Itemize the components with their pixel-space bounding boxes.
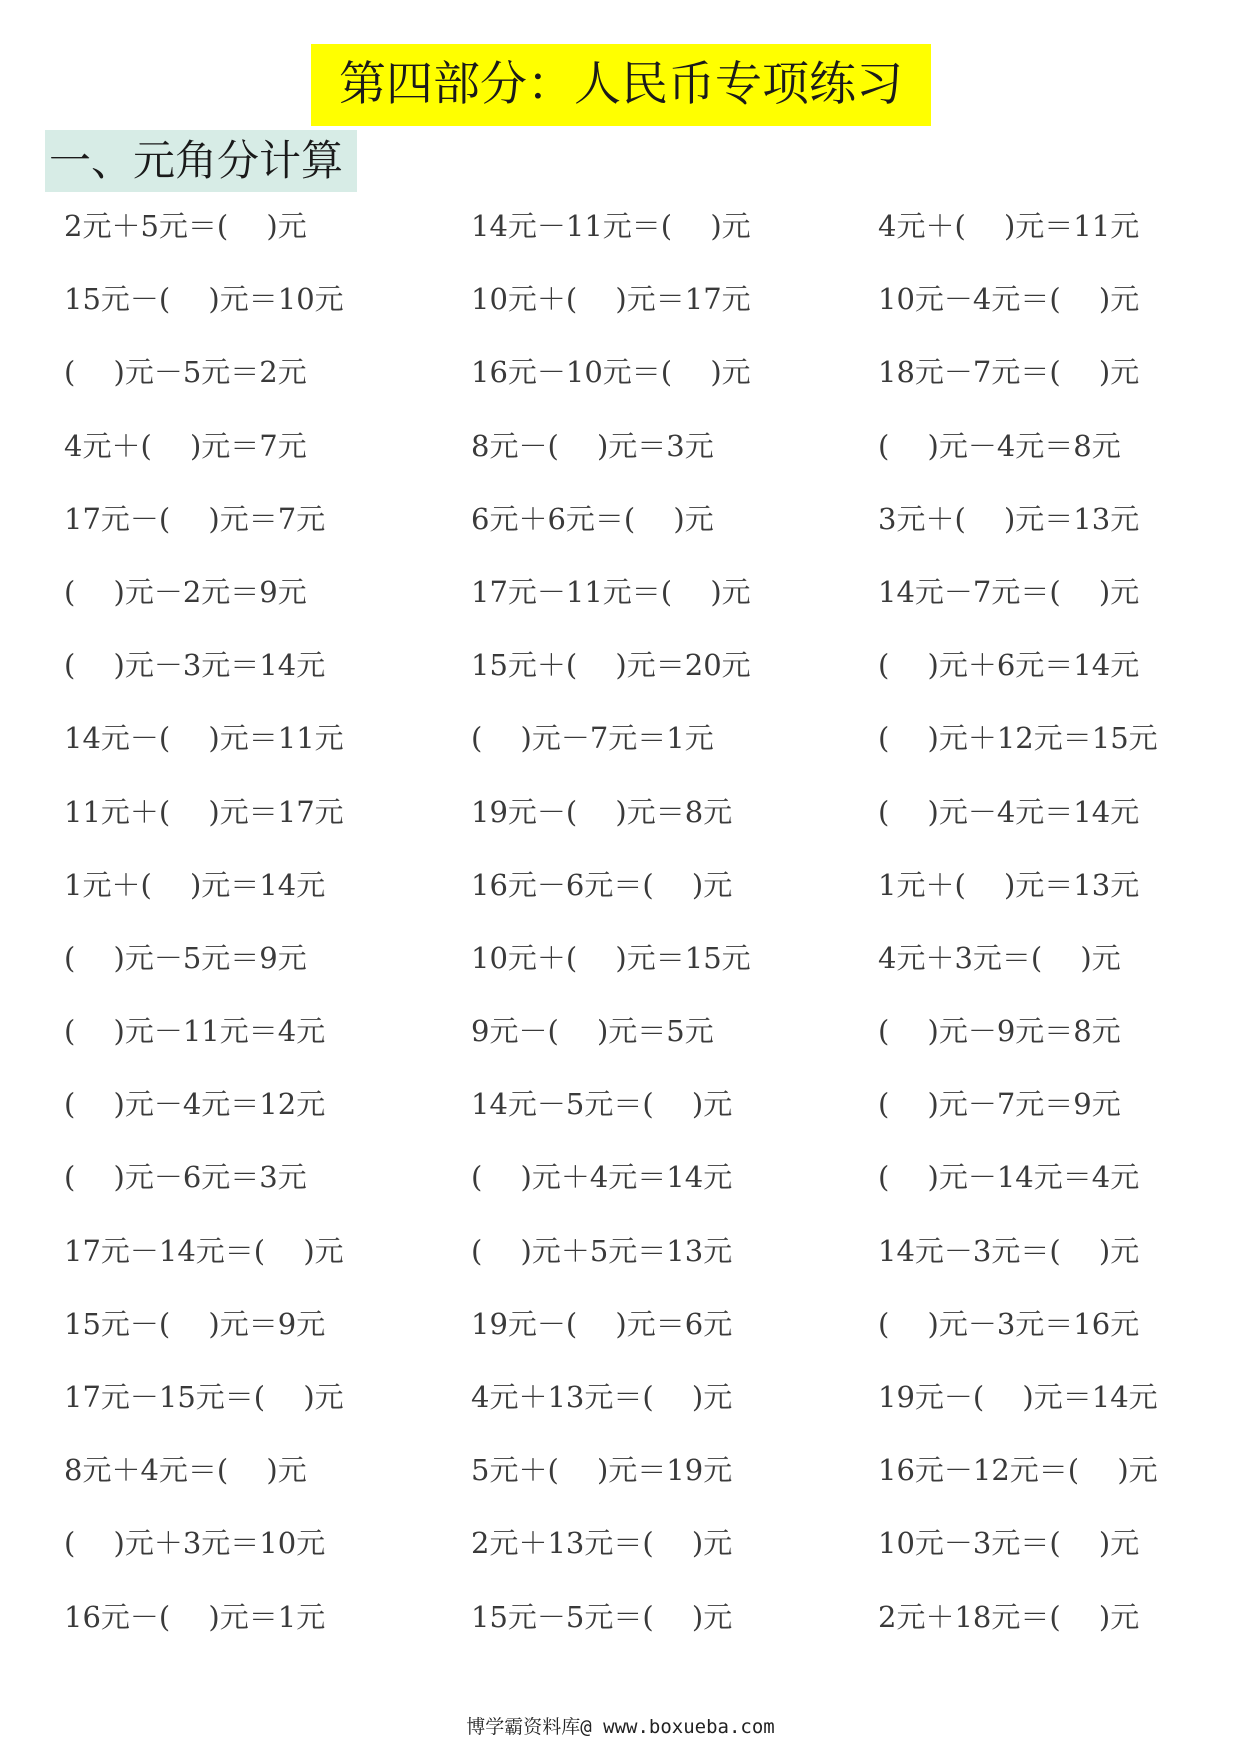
math-problem: ( )元＋6元＝14元 xyxy=(878,648,1140,683)
math-problem: 8元－( )元＝3元 xyxy=(471,428,714,463)
math-problem: 4元＋13元＝( )元 xyxy=(471,1380,733,1414)
math-problem: ( )元－2元＝9元 xyxy=(64,574,307,609)
math-problem: ( )元－4元＝14元 xyxy=(878,794,1140,829)
math-problem: 15元＋( )元＝20元 xyxy=(471,648,751,683)
math-problem: 19元－( )元＝14元 xyxy=(878,1380,1158,1414)
footer-watermark: 博学霸资料库@ www.boxueba.com xyxy=(466,1716,775,1738)
math-problem: 1元＋( )元＝13元 xyxy=(878,867,1140,902)
math-problem: 17元－15元＝( )元 xyxy=(64,1380,344,1414)
math-problem: 14元－5元＝( )元 xyxy=(471,1087,733,1122)
math-problem: ( )元－5元＝9元 xyxy=(64,940,307,975)
math-problem: ( )元－11元＝4元 xyxy=(64,1014,326,1049)
math-problem: 2元＋13元＝( )元 xyxy=(471,1526,733,1561)
math-problem: ( )元－6元＝3元 xyxy=(64,1160,307,1195)
math-problem: ( )元－3元＝14元 xyxy=(64,648,326,683)
math-problem: ( )元－9元＝8元 xyxy=(878,1014,1121,1049)
math-problem: ( )元＋5元＝13元 xyxy=(471,1233,733,1268)
math-problem: 6元＋6元＝( )元 xyxy=(471,501,714,536)
section-title: 一、元角分计算 xyxy=(45,130,357,192)
math-problem: 16元－( )元＝1元 xyxy=(64,1599,326,1634)
math-problem: 14元－( )元＝11元 xyxy=(64,721,344,756)
math-problem: 16元－12元＝( )元 xyxy=(878,1453,1158,1488)
math-problem: ( )元＋4元＝14元 xyxy=(471,1160,733,1195)
math-problem: ( )元－4元＝12元 xyxy=(64,1087,326,1122)
math-problem: 19元－( )元＝8元 xyxy=(471,794,733,829)
math-problem: ( )元－4元＝8元 xyxy=(878,428,1121,463)
math-problem: 17元－( )元＝7元 xyxy=(64,501,326,536)
math-problem: 11元＋( )元＝17元 xyxy=(64,794,344,829)
math-problem: 2元＋5元＝( )元 xyxy=(64,209,307,243)
math-problem: ( )元－7元＝1元 xyxy=(471,721,714,756)
math-problem: 2元＋18元＝( )元 xyxy=(878,1599,1140,1634)
math-problem: 4元＋3元＝( )元 xyxy=(878,940,1121,975)
math-problem: 4元＋( )元＝7元 xyxy=(64,428,307,463)
math-problem: ( )元－5元＝2元 xyxy=(64,355,307,390)
math-problem: 3元＋( )元＝13元 xyxy=(878,501,1140,536)
math-problem: ( )元－14元＝4元 xyxy=(878,1160,1140,1195)
math-problem: 10元＋( )元＝15元 xyxy=(471,940,751,975)
math-problem: 16元－10元＝( )元 xyxy=(471,355,751,390)
math-problem: 5元＋( )元＝19元 xyxy=(471,1453,733,1488)
math-problem: 4元＋( )元＝11元 xyxy=(878,209,1140,243)
math-problem: 19元－( )元＝6元 xyxy=(471,1306,733,1341)
math-problem: 15元－5元＝( )元 xyxy=(471,1599,733,1634)
math-problem: 8元＋4元＝( )元 xyxy=(64,1453,307,1488)
math-problem: 17元－14元＝( )元 xyxy=(64,1233,344,1268)
math-problem: 14元－11元＝( )元 xyxy=(471,209,751,243)
math-problem: 15元－( )元＝10元 xyxy=(64,282,344,317)
math-problem: 10元＋( )元＝17元 xyxy=(471,282,751,317)
math-problem: 1元＋( )元＝14元 xyxy=(64,867,326,902)
math-problem: ( )元－7元＝9元 xyxy=(878,1087,1121,1122)
math-problem: 10元－4元＝( )元 xyxy=(878,282,1140,317)
math-problem: 16元－6元＝( )元 xyxy=(471,867,733,902)
math-problem: 9元－( )元＝5元 xyxy=(471,1014,714,1049)
problem-grid xyxy=(64,194,1184,1658)
math-problem: 10元－3元＝( )元 xyxy=(878,1526,1140,1561)
math-problem: 15元－( )元＝9元 xyxy=(64,1306,326,1341)
math-problem: 18元－7元＝( )元 xyxy=(878,355,1140,390)
math-problem: 17元－11元＝( )元 xyxy=(471,574,751,609)
math-problem: 14元－7元＝( )元 xyxy=(878,574,1140,609)
math-problem: 14元－3元＝( )元 xyxy=(878,1233,1140,1268)
math-problem: ( )元＋3元＝10元 xyxy=(64,1526,326,1561)
page-title: 第四部分：人民币专项练习 xyxy=(311,44,931,126)
math-problem: ( )元＋12元＝15元 xyxy=(878,721,1158,756)
math-problem: ( )元－3元＝16元 xyxy=(878,1306,1140,1341)
